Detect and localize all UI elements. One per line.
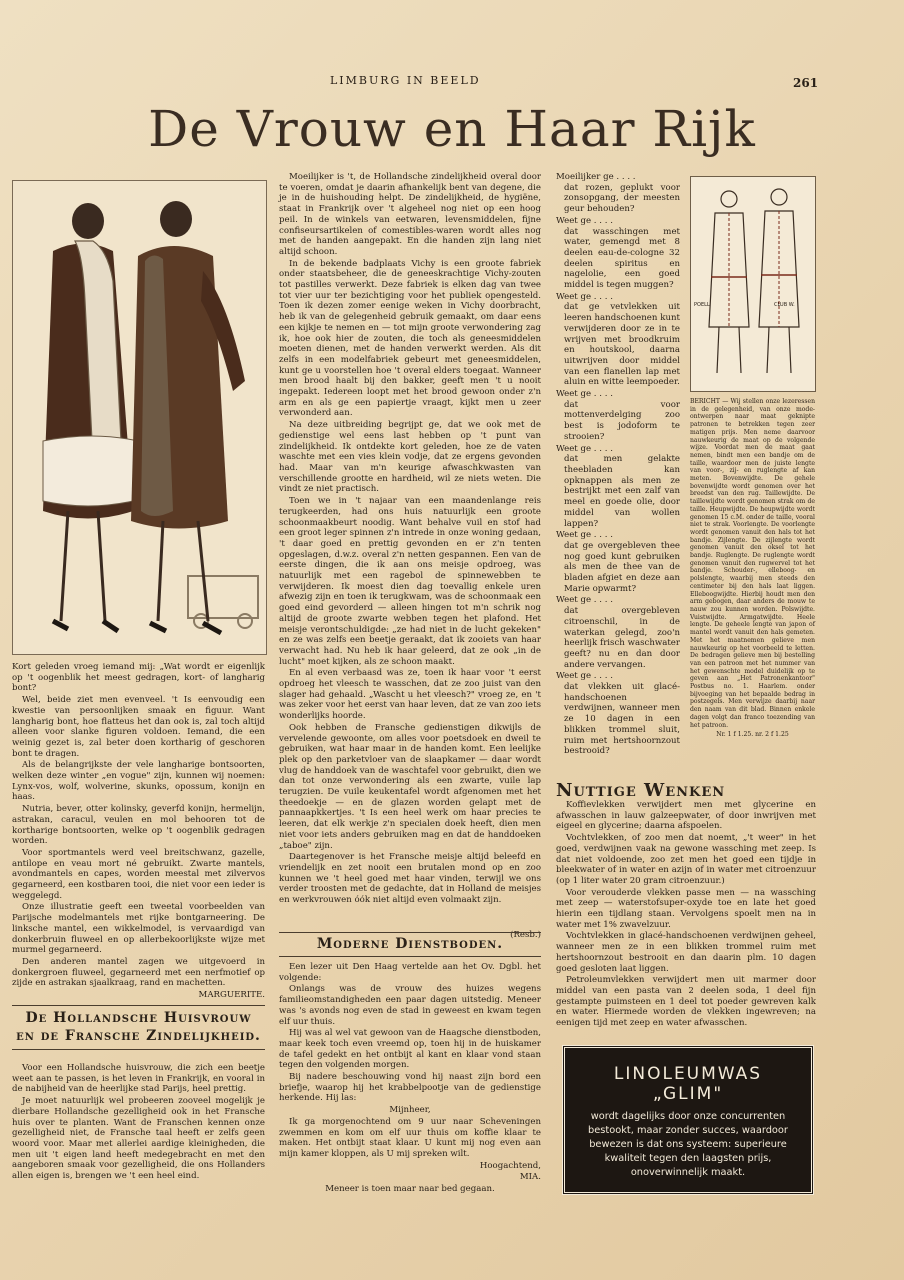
weet-ge-item xyxy=(556,292,680,388)
zindelijkheid-paragraph: Daartegenover is het Fransche meisje altijd beleefd en vriendelijk en zet nooit een brutalen mond op en zoo kunnen we 't heel goed met haar vinden, terwijl we ons verder troosten met de gedachte, dat in Holland de meisjes en werkvrouwen óók niet altijd even volmaakt zijn. xyxy=(279,852,541,906)
fur-paragraph: Onze illustratie geeft een tweetal voorbeelden van Parijsche modelmantels met rijke bontgarneering. De linksche mantel, een wikkelmodel, is vervaardigd van donkerbruin fluweel en op allerbekoorlijkste wijze met murmel gegarneerd. xyxy=(12,902,265,956)
weet-ge-lead: Weet ge . . . . xyxy=(556,595,613,606)
zindelijkheid-article xyxy=(279,172,541,932)
letter-name: MIA. xyxy=(519,1172,541,1183)
article-heading-zindelijkheid: en de Fransche Zindelijkheid. xyxy=(16,1027,261,1044)
zindelijkheid-paragraph: Moeilijker is 't, de Hollandsche zindelijkheid overal door te voeren, omdat je daarin afhankelijk bent van degene, die je in de huishouding helpt. De zindelijkheid, de hygiëne, staat in Frankrijk over 't algeheel nog niet op een hoog peil. In de winkels van eetwaren, levensmiddelen, fijne confiseursartikelen of comestibles-waren wordt alles nog met de handen aangepakt. En die handen zijn lang niet altijd schoon. xyxy=(279,172,541,257)
zindelijkheid-paragraph: In de bekende badplaats Vichy is een groote fabriek onder staatsbeheer, die de geneeskrachtige Vichy-zouten tot pastilles verwerkt. Deze fabriek is elken dag van twee tot vier uur ter bezichtiging voor het publiek opengesteld. Toen ik dezen zomer eenige weken in Vichy doorbracht, heb ik van de gelegenheid gebruik gemaakt, om daar eens een kijkje te nemen en — tot mijn groote verwondering zag ik, hoe ook hier de zouten, die toch als geneesmiddelen moeten dienen, met de handen verwerkt werden. Als dit zelfs in een modelfabriek gebeurt met geneesmiddelen, kunt ge u voorstellen hoe 't overal elders toegaat. Wanneer men brood haalt bij den bakker, geeft men 't u nooit ingepakt. Iedereen loopt met het brood gewoon onder z'n arm en als ge een papiertje vraagt, kijkt men u zeer verwonderd aan. xyxy=(279,258,541,419)
weet-ge-lead: Weet ge . . . . xyxy=(556,291,613,302)
weet-ge-item xyxy=(556,530,680,594)
weet-ge-item xyxy=(556,595,680,670)
letter-body: Ik ga morgenochtend om 9 uur naar Scheveningen zwemmen en kom om elf uur thuis om koffie klaar te maken. Het ontbijt staat klaar. U kunt mij nog even aan mijn kamer kloppen, als U mij spreken wilt. xyxy=(279,1116,541,1159)
weet-ge-body: dat overgebleven citroenschil, in de waterkan gelegd, zoo'n heerlijk frisch waschwater geeft? nu en dan door andere vervangen. xyxy=(564,606,680,670)
fur-article xyxy=(12,662,265,1044)
fur-paragraph: Voor sportmantels werd veel breitschwanz, gazelle, antilope en veau mort né gebruikt. Zwarte mantels, avondmantels en capes, worden meestal met zilvervos gegarneerd, een kostbaren tooi, die niet voor een ieder is weggelegd. xyxy=(12,847,265,901)
weet-ge-lead: Moeilijker ge . . . . xyxy=(556,172,636,182)
weet-ge-body: dat men gelakte theebladen kan opknappen als men ze bestrijkt met een zalf van meel en goede olie, door middel van wollen lappen? xyxy=(564,454,680,529)
pattern-label: POELL xyxy=(694,302,710,308)
divider xyxy=(12,1049,265,1050)
divider xyxy=(279,956,541,957)
zindelijkheid-paragraph: Ook hebben de Fransche gedienstigen dikwijls de vervelende gewoonte, om alles voor poetsdoek en dweil te gebruiken, wat haar maar in de handen komt. Een leelijke plek op den parketvloer van de slaapkamer — daar wordt vlug de handdoek van de waschtafel voor gebruikt, dien we dan tot onze verwondering als een zwarte, vuile lap terugzien. De vuile keukentafel wordt afgenomen met het theedoekje — en de glazen worden gelapt met de pannaapkkertjes. 't Is een heel werk om haar precies te leeren, dat elk werkje z'n specialen doek heeft, dien men niet voor iets anders gebruiken mag en dat de handdoeken „taboe" zijn. xyxy=(279,722,541,851)
fur-paragraph: Wel, beide ziet men evenveel. 't Is eenvoudig een kwestie van persoonlijken smaak en figuur. Want langharig bont, hoe flatteus het dan ook is, zal toch altijd alleen voor slanke figuren voldoen. Iemand, die een weinig gezet is, zal beter doen kortharig of geschoren bont te dragen. xyxy=(12,695,265,759)
dienstboden-article xyxy=(279,962,541,1202)
zindelijkheid-signature: (Resb.) xyxy=(510,930,541,940)
bericht-text: BERICHT — Wij stellen onze lezeressen in de gelegenheid, van onze mode-ontwerpen naar maat geknipte patronen te betrekken tegen zeer matigen prijs. Men neme daarvoor nauwkeurig de maat op de volgende wijze. Voordat men de maat gaat nemen, bindt men een bandje om de taille, waardoor men de juiste lengte van voor-, zij- en ruglengte af kan meten. Bovenwijdte. De gehele bovenwijdte wordt genomen over het breedst van den rug. Taillewijdte. De taillewijdte wordt genomen strak om de taille. Heupwijdte. De heupwijdte wordt genomen 15 c.M. onder de taille, vooral niet te strak. Voorlengte. De voorlengte wordt genomen vanuit den hals tot het bandje. Zijlengte. De zijlengte wordt genomen vanuit den oksel tot het bandje. Ruglengte. De ruglengte wordt genomen vanuit den rugwervel tot het bandje. Schouder-, elleboog- en polslengte, waarbij men steeds den centimeter bij den hals laat liggen. Elleboogwijdte. Hierbij houdt men den arm gebogen, daar anders de mouw te nauw zou kunnen worden. Polswijdte. Vuistwijdte. Armgatwijdte. Heele lengte. De geheele lengte van japon of mantel wordt vanuit den hals gemeten. Met het maatnemen gelieve men nauwkeurig op het voorbeeld te letten. De bedragen gelieve men bij bestelling van een patroon met het nummer van het gewenschte model duidelijk op te geven aan „Het Patronenkantoor" Postbus no. 1. Haarlem. onder bijvoeging van het bepaalde bedrag in postzegels. Men verwijze daarbij naar den naam van dit blad. Binnen enkele dagen volgt dan franco toezending van het patroon. xyxy=(690,398,815,729)
article-heading-huisvrouw: De Hollandsche Huisvrouw xyxy=(25,1009,252,1026)
weet-ge-lead: Weet ge . . . . xyxy=(556,389,613,400)
weet-ge-item xyxy=(556,216,680,291)
zindelijkheid-paragraph: En al even verbaasd was ze, toen ik haar voor 't eerst opdroeg het vleesch te wasschen, dat ze zoo juist van den slager had gehaald. „Wascht u het vleesch?" vroeg ze, en 't was zeker voor het eerst van haar leven, dat ze van zoo iets wonderlijks hoorde. xyxy=(279,668,541,722)
dienstboden-paragraph: Een lezer uit Den Haag vertelde aan het Ov. Dgbl. het volgende: xyxy=(279,962,541,983)
wenken-paragraph: Petroleumvlekken verwijdert men uit marmer door middel van een pasta van 2 deelen soda, 1 deel fijn gestampte puimsteen en 1 deel tot poeder gewreven kalk en water. Hiermede worden de vlekken ingewreven; na eenigen tijd met zeep en water afwasschen. xyxy=(556,975,816,1029)
fur-coat-illustration xyxy=(12,180,267,655)
ad-title: LINOLEUMWAS xyxy=(613,1064,763,1084)
weet-ge-body: dat wasschingen met water, gemengd met 8 deelen eau-de-cologne 32 deelen spiritus en nagelolie, een goed middel is tegen muggen? xyxy=(564,226,680,291)
huisvrouw-paragraph: Voor een Hollandsche huisvrouw, die zich een beetje weet aan te passen, is het leven in Frankrijk, en vooral in de nabijheid van de heerlijke stad Parijs, heel prettig. xyxy=(12,1063,265,1095)
running-title: LIMBURG IN BEELD xyxy=(330,74,481,87)
article-heading-nuttige-wenken: Nuttige Wenken xyxy=(556,780,726,801)
fur-paragraph: Den anderen mantel zagen we uitgevoerd in donkergroen fluweel, gegarneerd met een nerfmotief op zijde en astrakan sjaalkraag, rand en machetten. xyxy=(12,956,265,989)
dienstboden-paragraph: Onlangs was de vrouw des huizes wegens familieomstandigheden een paar dagen uitstedig. Meneer was 's avonds nog even de stad in geweest en kwam tegen elf uur thuis. xyxy=(279,984,541,1027)
weet-ge-body: dat rozen, geplukt voor zonsopgang, der meesten geur behouden? xyxy=(564,182,680,215)
page-title: De Vrouw en Haar Rijk xyxy=(148,100,756,158)
fur-paragraph: Als de belangrijkste der vele langharige bontsoorten, welken deze winter „en vogue" zijn, kunnen wij noemen: Lynx-vos, wolf, wolverine, skunks, opossum, konijn en haas. xyxy=(12,760,265,803)
letter-closing: Hoogachtend, xyxy=(479,1160,541,1171)
huisvrouw-article xyxy=(12,1063,265,1203)
weet-ge-body: dat vlekken uit glacé-handschoenen verdwijnen, wanneer men ze 10 dagen in een blikken trommel sluit, ruim met hertshoornzout bestrooid? xyxy=(564,682,680,757)
bericht-prices: Nr. 1 f 1.25. nr. 2 f 1.25 xyxy=(716,731,789,739)
weet-ge-item xyxy=(556,389,680,443)
fur-signature: MARGUERITE. xyxy=(198,990,265,1001)
wenken-paragraph: Vochtvlekken in glacé-handschoenen verdwijnen geheel, wanneer men ze in een blikken trommel ruim met hertshoornzout bestrooit en dan daarin plm. 10 dagen goed gesloten laat liggen. xyxy=(556,931,816,974)
dienstboden-paragraph: Bij nadere beschouwing vond hij naast zijn bord een briefje, waarop hij het krabbelpootje van de gedienstige herkende. Hij las: xyxy=(279,1072,541,1104)
divider xyxy=(279,932,541,933)
weet-ge-body: dat ge overgebleven thee nog goed kunt gebruiken als men de thee van de bladen afgiet en deze aan Marie opwarmt? xyxy=(564,540,680,594)
weet-ge-item xyxy=(556,671,680,757)
weet-ge-item xyxy=(556,444,680,530)
weet-ge-body: dat voor mottenverdelging zoo best is jodoform te strooien? xyxy=(564,399,680,442)
zindelijkheid-paragraph: Toen we in 't najaar van een maandenlange reis terugkeerden, had ons huis natuurlijk een groote schoonmaakbeurt noodig. Want behalve vuil en stof had een groot leger spinnen z'n intrede in onze woning gedaan, 't daar goed en prettig gevonden en er z'n tenten opgeslagen, d.w.z. overal z'n netten gespannen. Een van de eerste dingen, die ik aan ons meisje opdroeg, was natuurlijk met een ragebol de spinnewebben te verwijderen. Ik moest dien dag toevallig enkele uren afwezig zijn en toen ik terugkwam, was de schoonmaak een goed eind gevorderd — alleen hingen tot m'n schrik nog altijd de groote zwarte webben tegen het plafond. Het meisje verontschuldigde: „ze had niet in de lucht gekeken" en ze was zelfs een beetje geraakt, dat ik zooiets van haar verwacht had. Nu heb ik haar geleerd, dat ze ook „in de lucht" moet kijken, als ze schoon maakt. xyxy=(279,496,541,667)
weet-ge-item xyxy=(556,172,680,215)
ad-text: wordt dagelijks door onze concurrenten bestookt, maar zonder succes, waardoor bewezen is dat ons systeem: superieure kwaliteit tegen den laagsten prijs, onoverwinnelijk maakt. xyxy=(588,1111,788,1178)
weet-ge-lead: Weet ge . . . . xyxy=(556,530,613,541)
weet-ge-lead: Weet ge . . . . xyxy=(556,215,613,226)
divider xyxy=(12,1005,265,1006)
bericht-notice xyxy=(690,398,815,739)
page-number: 261 xyxy=(793,76,819,90)
fur-paragraph: Kort geleden vroeg iemand mij: „Wat wordt er eigenlijk op 't oogenblik het meest gedragen, kort- of langharig bont? xyxy=(12,662,265,694)
wenken-paragraph: Vochtvlekken, of zoo men dat noemt, „'t weer" in het goed, verdwijnen vaak na gewone wassching met zeep. Is dat niet voldoende, zoo zet men het goed een tijdje in bleekwater of in water en azijn of in water met citroenzuur (op 1 liter water 20 gram citroenzuur.) xyxy=(556,833,816,886)
weet-ge-body: dat ge vetvlekken uit leeren handschoenen kunt verwijderen door ze in te wrijven met broodkruim en houtskool, daarna uitwrijven door middel van een flanellen lap met aluin en witte leempoeder. xyxy=(564,302,680,388)
pattern-label: CLUB W. xyxy=(774,302,795,308)
zindelijkheid-paragraph: Na deze uitbreiding begrijpt ge, dat we ook met de gedienstige wel eens last hebben op 't punt van zindelijkheid. Ik ontdekte kort geleden, hoe ze de vaten waschte met een vies klein vodje, dat ze ergens gevonden had. Maar van m'n keurige afwaschkwasten van verschillende grootte en hardheid, wil ze niets weten. Die vindt ze niet practisch. xyxy=(279,420,541,495)
wenken-paragraph: Koffievlekken verwijdert men met glycerine en afwasschen in lauw galzeepwater, of door inwrijven met eigeel en glycerine; daarna afspoelen. xyxy=(556,800,816,832)
weet-ge-lead: Weet ge . . . . xyxy=(556,443,613,454)
dienstboden-final: Meneer is toen maar naar bed gegaan. xyxy=(325,1184,495,1195)
letter-salutation: Mijnheer, xyxy=(389,1105,431,1116)
fur-paragraph: Nutria, bever, otter kolinsky, geverfd konijn, hermelijn, astrakan, caracul, veulen en mol behooren tot de kortharige bontsoorten, welke op 't oogenblik gedragen worden. xyxy=(12,804,265,847)
nuttige-wenken-article xyxy=(556,800,816,1038)
article-heading-dienstboden: Moderne Dienstboden. xyxy=(316,936,504,952)
weet-ge-lead: Weet ge . . . . xyxy=(556,671,613,682)
huisvrouw-paragraph: Je moet natuurlijk wel probeeren zooveel mogelijk je dierbare Hollandsche gezelligheid ook in het Fransche huis over te planten. Want de Franschen kennen onze gezelligheid niet, de Fransche taal heeft er zelfs geen woord voor. Maar met allerlei aardige kleinigheden, die men uit 't eigen land heeft medegebracht en met den aangeboren smaak voor gezelligheid, die ons Hollanders allen eigen is, brengen we 't een heel eind. xyxy=(12,1096,265,1182)
ad-subtitle: „GLIM" xyxy=(652,1084,724,1104)
glim-advertisement xyxy=(562,1045,814,1195)
weet-ge-column xyxy=(556,172,680,767)
dienstboden-paragraph: Hij was al wel vat gewoon van de Haagsche dienstboden, maar keek toch even vreemd op, toen hij in de huiskamer de tafel gedekt en het ontbijt al kant en klaar vond staan tegen den volgenden morgen. xyxy=(279,1028,541,1071)
dress-pattern-sketch xyxy=(690,176,816,392)
wenken-paragraph: Voor verouderde vlekken passe men — na wassching met zeep — waterstofsuper-oxyde toe en late het goed hierin een tijdlang staan. Vervolgens spoelt men na in water met 1% zwavelzuur. xyxy=(556,887,816,930)
